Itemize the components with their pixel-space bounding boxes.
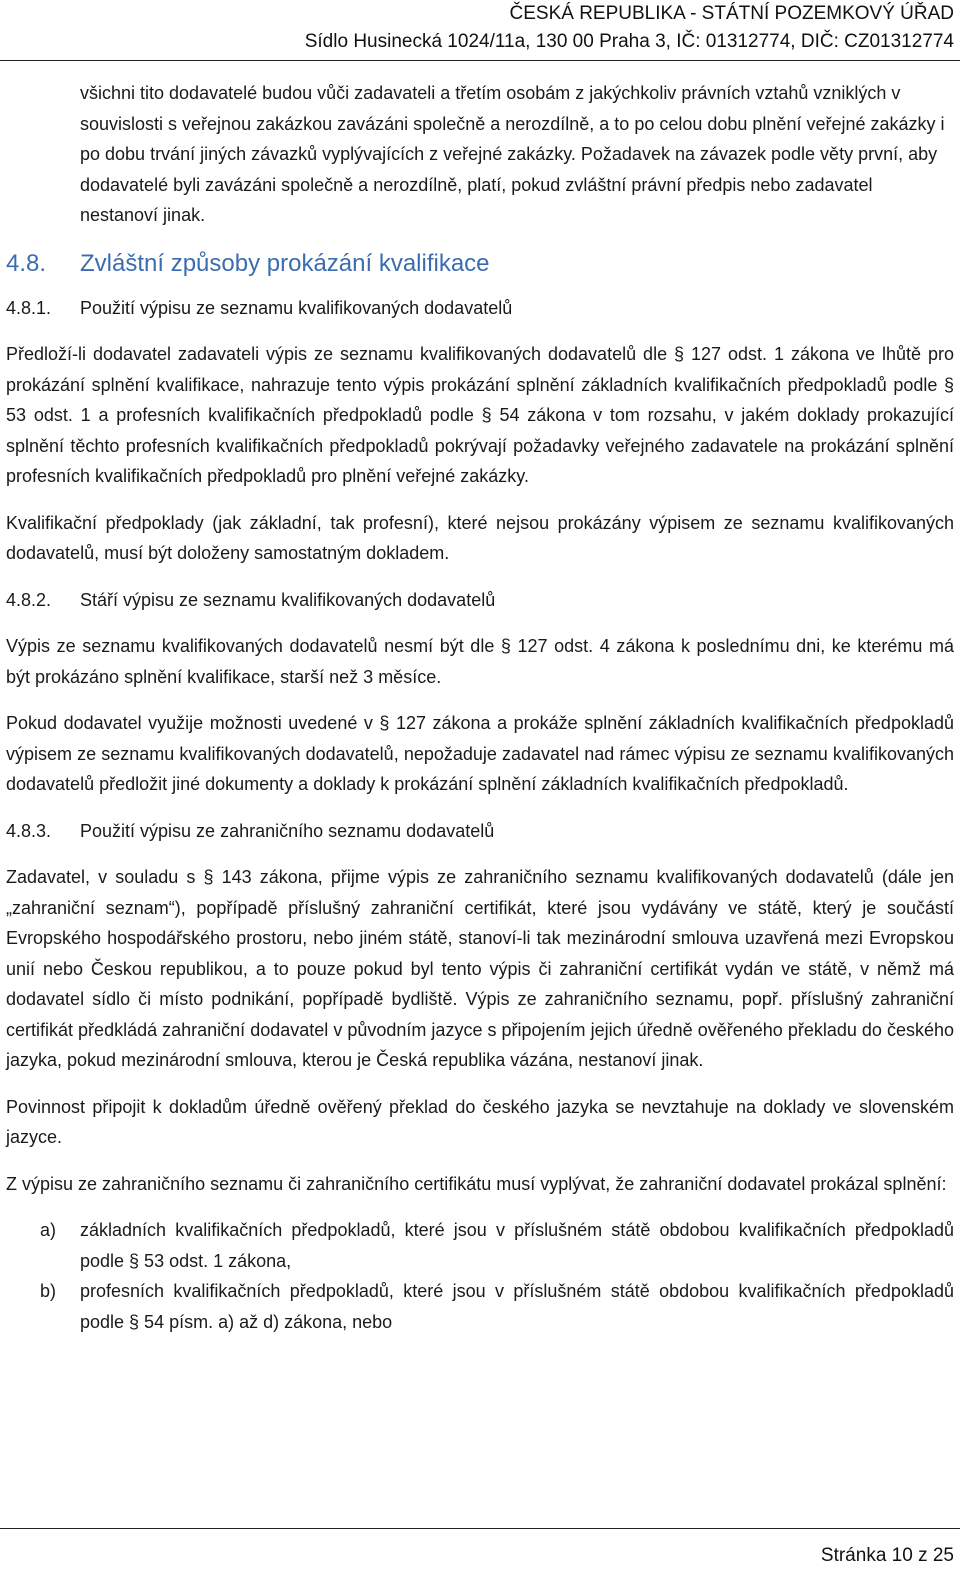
paragraph: Pokud dodavatel využije možnosti uvedené v § 127 zákona a prokáže splnění základních kvalifikačních předpokladů výpisem ze seznamu kvalifikovaných dodavatelů, nepožaduje zadavatel nad rámec výpisu ze seznamu kvalifikovaných dodavatelů předložit jiné dokumenty a doklady k prokázání splnění základních kvalifikačních předpokladů. [6,713,954,794]
paragraph: Povinnost připojit k dokladům úředně ověřený překlad do českého jazyka se nevztahuje na doklady ve slovenském jazyce. [6,1096,954,1147]
paragraph: Kvalifikační předpoklady (jak základní, tak profesní), které nejsou prokázány výpisem ze seznamu kvalifikovaných dodavatelů, musí být doloženy samostatným dokladem. [6,512,954,563]
list-marker: b) [40,1281,57,1301]
paragraph: Předloží-li dodavatel zadavateli výpis ze seznamu kvalifikovaných dodavatelů dle § 127 odst. 1 zákona ve lhůtě pro prokázání splnění kvalifikace, nahrazuje tento výpis prokázání splnění základních kvalifikačních předpokladů podle § 53 odst. 1 a profesních kvalifikačních předpokladů podle § 54 zákona v tom rozsahu, v jakém doklady prokazující splnění těchto profesních kvalifikačních předpokladů pokrývají požadavky veřejného zadavatele na prokázání splnění profesních kvalifikačních předpokladů pro plnění veřejné zakázky. [6,344,954,486]
subsection-heading-4-8-1 [6,293,954,324]
continued-paragraph: všichni tito dodavatelé budou vůči zadavateli a třetím osobám z jakýchkoliv právních vztahů vzniklých v souvislosti s veřejnou zakázkou zavázáni společně a nerozdílně, a to po celou dobu plnění veřejné zakázky i po dobu trvání jiných závazků vyplývajících z veřejné zakázky. Požadavek na závazek podle věty první, aby dodavatelé byli zavázáni společně a nerozdílně, platí, pokud zvláštní právní předpis nebo zadavatel nestanoví jinak. [80,83,945,225]
list-text: profesních kvalifikačních předpokladů, které jsou v příslušném státě obdobou kvalifikačních předpokladů podle § 54 písm. a) až d) zákona, nebo [80,1281,954,1332]
subsection-title: Stáří výpisu ze seznamu kvalifikovaných dodavatelů [80,589,496,610]
section-title: Zvláštní způsoby prokázání kvalifikace [80,249,490,277]
section-number: 4.8. [6,249,47,277]
page-number: Stránka 10 z 25 [820,1545,954,1566]
header-divider [0,60,960,61]
paragraph: Z výpisu ze zahraničního seznamu či zahraničního certifikátu musí vyplývat, že zahraniční dodavatel prokázal splnění: [6,1173,947,1194]
list-item [6,1276,954,1337]
subsection-heading-4-8-2 [6,585,954,616]
section-heading-4-8 [6,249,954,279]
subsection-number: 4.8.3. [6,820,52,841]
document-body [6,78,954,1337]
list-text: základních kvalifikačních předpokladů, které jsou v příslušném státě obdobou kvalifikačních předpokladů podle § 53 odst. 1 zákona, [80,1220,954,1271]
subsection-title: Použití výpisu ze zahraničního seznamu dodavatelů [80,820,495,841]
header-organization: ČESKÁ REPUBLIKA - STÁTNÍ POZEMKOVÝ ÚŘAD [509,3,954,24]
subsection-title: Použití výpisu ze seznamu kvalifikovaných dodavatelů [80,297,513,318]
list-marker: a) [40,1220,57,1240]
subsection-number: 4.8.2. [6,589,52,610]
footer-divider [0,1528,960,1529]
header-address: Sídlo Husinecká 1024/11a, 130 00 Praha 3, IČ: 01312774, DIČ: CZ01312774 [304,31,954,52]
paragraph: Výpis ze seznamu kvalifikovaných dodavatelů nesmí být dle § 127 odst. 4 zákona k poslednímu dni, ke kterému má být prokázáno splnění kvalifikace, starší než 3 měsíce. [6,636,954,687]
subsection-heading-4-8-3 [6,816,954,847]
list-item [6,1215,954,1276]
page-header [305,0,954,56]
paragraph: Zadavatel, v souladu s § 143 zákona, přijme výpis ze zahraničního seznamu kvalifikovaných dodavatelů (dále jen „zahraniční seznam“), popřípadě příslušný zahraniční certifikát, které jsou vydávány ve státě, který je součástí Evropského hospodářského prostoru, nebo jiném státě, stanoví-li tak mezinárodní smlouva uzavřená mezi Evropskou unií nebo Českou republikou, a to pouze pokud byl tento výpis či zahraniční certifikát vydán ve státě, v němž má dodavatel sídlo či místo podnikání, popřípadě bydliště. Výpis ze zahraničního seznamu, popř. příslušný zahraniční certifikát předkládá zahraniční dodavatel v původním jazyce s připojením jejich úředně ověřeného překladu do českého jazyka, pokud mezinárodní smlouva, kterou je Česká republika vázána, nestanoví jinak. [6,867,954,1070]
subsection-number: 4.8.1. [6,297,52,318]
